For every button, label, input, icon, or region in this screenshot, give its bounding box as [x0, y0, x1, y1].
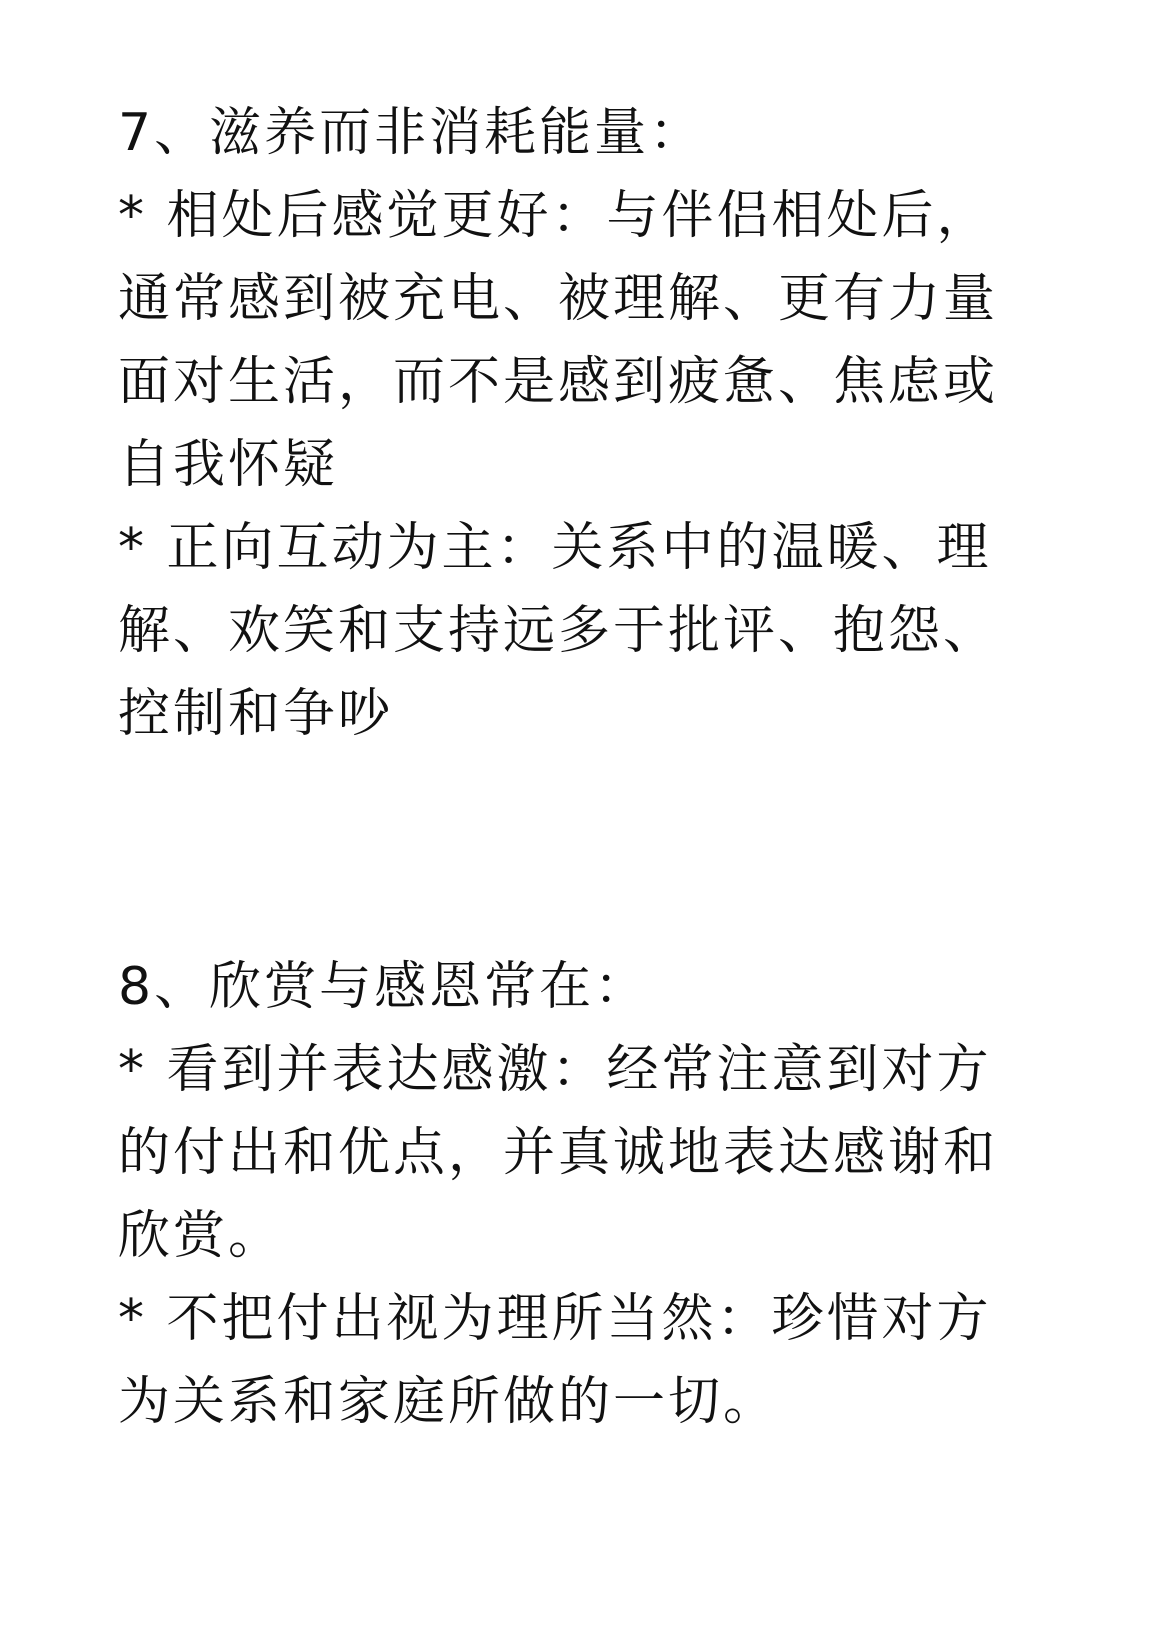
section-8: [118, 946, 1058, 1444]
body-line: * 正向互动为主：关系中的温暖、理: [118, 518, 992, 578]
body-line: 控制和争吵: [118, 684, 394, 744]
body-line: 欣赏。: [118, 1206, 284, 1266]
section-heading: 8、欣赏与感恩常在：: [118, 957, 650, 1017]
body-line: * 相处后感觉更好：与伴侣相处后，: [118, 186, 992, 246]
section-7: [118, 92, 1058, 756]
section-heading: 7、滋养而非消耗能量：: [118, 103, 705, 163]
body-line: * 不把付出视为理所当然：珍惜对方: [118, 1289, 992, 1349]
body-line: 解、欢笑和支持远多于批评、抱怨、: [118, 601, 999, 661]
body-line: 的付出和优点，并真诚地表达感谢和: [118, 1123, 999, 1183]
body-line: 自我怀疑: [118, 435, 339, 495]
body-line: 为关系和家庭所做的一切。: [118, 1372, 779, 1432]
body-line: * 看到并表达感激：经常注意到对方: [118, 1040, 992, 1100]
body-line: 通常感到被充电、被理解、更有力量: [118, 269, 999, 329]
document-page: [118, 92, 1058, 1444]
body-line: 面对生活，而不是感到疲惫、焦虑或: [118, 352, 999, 412]
